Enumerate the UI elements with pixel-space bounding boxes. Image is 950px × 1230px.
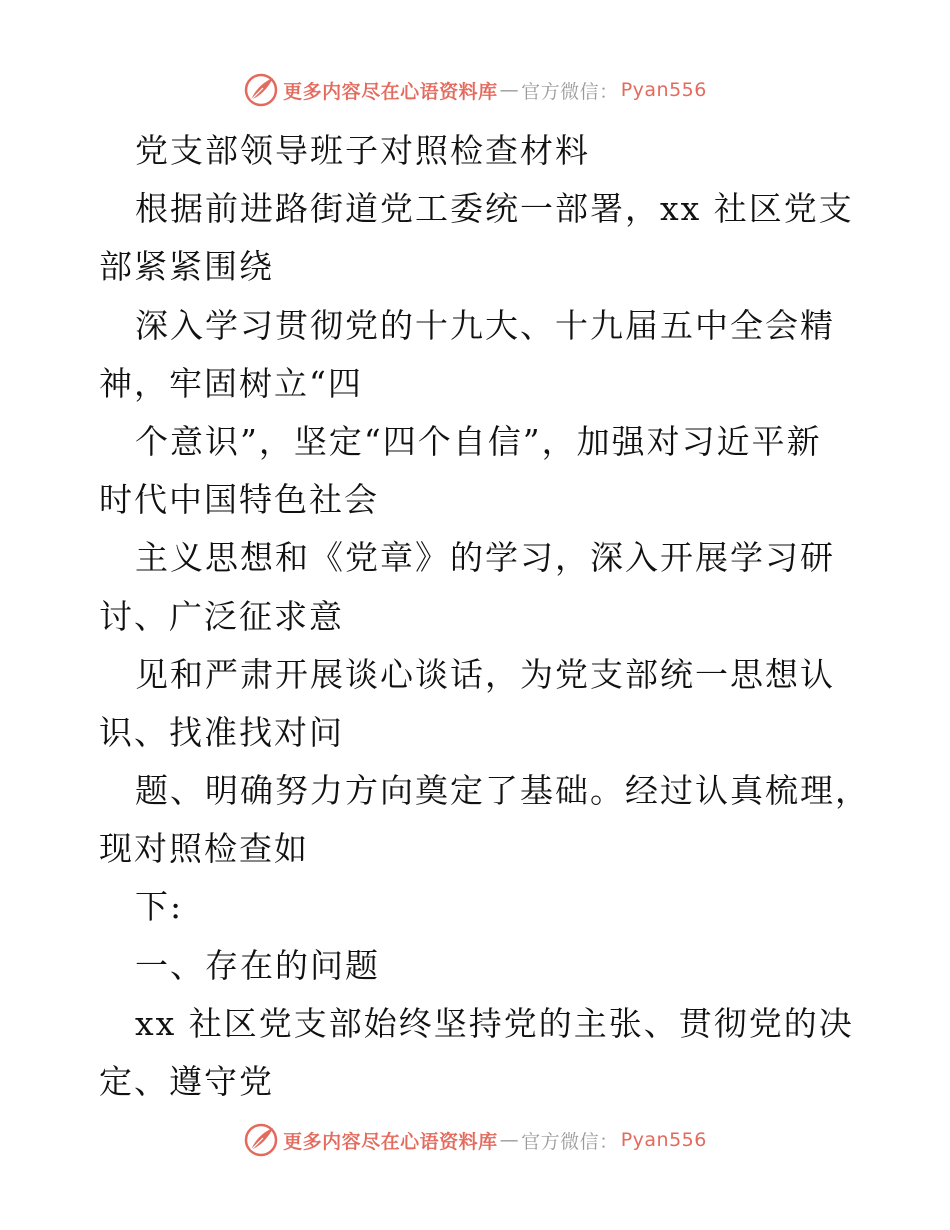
watermark-separator: — [499, 1129, 520, 1151]
watermark-official-text: 官方微信： [521, 80, 619, 103]
document-line: 现对照检查如 [99, 829, 309, 869]
document-line: 定、遵守党 [99, 1062, 274, 1101]
document-line: 一、存在的问题 [135, 945, 380, 985]
watermark-separator: — [499, 79, 520, 101]
watermark-official-text: 官方微信： [521, 1130, 619, 1153]
document-line: 神，牢固树立“四 [99, 363, 363, 403]
watermark-banner-top [0, 70, 950, 110]
document-line: 时代中国特色社会 [99, 480, 379, 520]
document-line: 讨、广泛征求意 [99, 596, 344, 636]
watermark-brand-text: 更多内容尽在心语资料库 [283, 1130, 498, 1153]
watermark-banner-bottom [0, 1120, 950, 1160]
watermark-wechat-id: Pyan556 [620, 79, 707, 101]
document-line: xx 社区党支部始终坚持党的主张、贯彻党的决 [135, 1003, 854, 1043]
document-line: 下: [135, 887, 184, 927]
watermark-brand-text: 更多内容尽在心语资料库 [283, 80, 498, 103]
document-line: 深入学习贯彻党的十九大、十九届五中全会精 [135, 305, 835, 345]
document-line: 个意识”，坚定“四个自信”，加强对习近平新 [135, 421, 822, 461]
watermark-wechat-id: Pyan556 [620, 1129, 707, 1151]
document-line: 根据前进路街道党工委统一部署，xx 社区党支 [135, 189, 854, 229]
document-line: 题、明确努力方向奠定了基础。经过认真梳理， [135, 771, 870, 811]
quill-feather-logo-icon [243, 72, 279, 108]
document-line: 主义思想和《党章》的学习，深入开展学习研 [135, 538, 835, 578]
document-body [99, 122, 870, 1111]
document-line: 识、找准找对问 [99, 712, 344, 752]
document-line: 见和严肃开展谈心谈话，为党支部统一思想认 [135, 654, 835, 694]
document-line: 部紧紧围绕 [99, 247, 274, 287]
document-line: 党支部领导班子对照检查材料 [135, 131, 590, 170]
quill-feather-logo-icon [243, 1122, 279, 1158]
